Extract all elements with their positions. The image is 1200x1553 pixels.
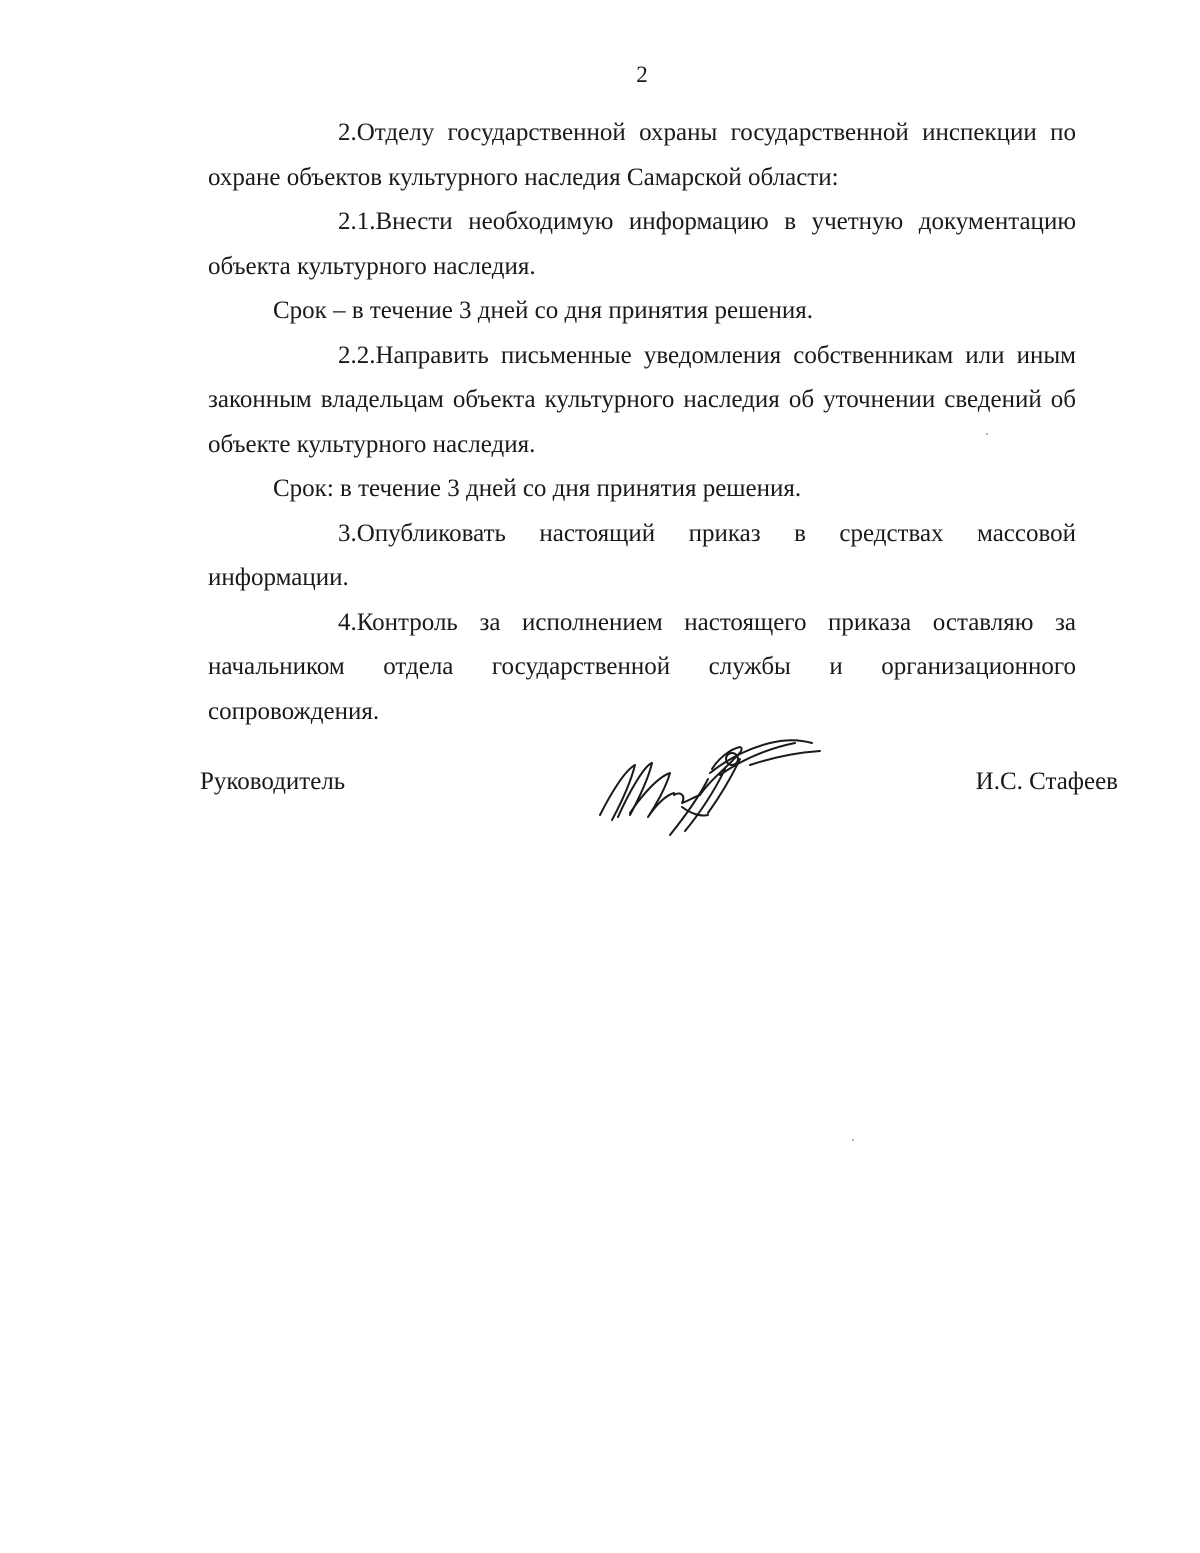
paragraph-number: 2.2.	[338, 341, 376, 369]
paragraph-number: 4.	[338, 608, 357, 636]
paragraph-text: Срок – в течение 3 дней со дня принятия решения.	[273, 297, 813, 324]
paragraph-deadline-2	[208, 467, 1076, 512]
page-number: 2	[636, 62, 648, 87]
paragraph-deadline-1	[208, 289, 1076, 334]
paragraph-number: 2.	[338, 119, 357, 146]
paragraph-text: Внести необходимую информацию в учетную документацию объекта культурного наследия.	[208, 208, 1076, 280]
paragraph-text: Контроль за исполнением настоящего приказа оставляю за начальником отдела государственной службы и организационного сопровождения.	[208, 608, 1076, 725]
paragraph-2-2	[208, 334, 1076, 468]
paragraph-text: Отделу государственной охраны государственной инспекции по охране объектов культурного наследия Самарской области:	[208, 119, 1076, 191]
paragraph-3	[208, 512, 1076, 601]
scan-speck	[852, 1139, 854, 1141]
paragraph-text: Направить письменные уведомления собственникам или иным законным владельцам объекта культурного наследия об уточнении сведений об объекте культурного наследия.	[208, 341, 1076, 458]
scan-speck	[986, 433, 988, 435]
paragraph-number: 3.	[338, 519, 357, 547]
paragraph-text: Опубликовать настоящий приказ в средствах массовой информации.	[208, 519, 1076, 591]
paragraph-2	[208, 111, 1076, 200]
paragraph-4	[208, 601, 1076, 735]
paragraph-2-1	[208, 200, 1076, 289]
paragraph-number: 2.1.	[338, 208, 376, 235]
paragraph-text: Срок: в течение 3 дней со дня принятия решения.	[273, 475, 802, 502]
signatory-position: Руководитель	[200, 768, 346, 795]
handwritten-signature-icon	[590, 735, 830, 845]
signatory-name: И.С. Стафеев	[975, 768, 1118, 795]
document-body	[208, 111, 1076, 734]
